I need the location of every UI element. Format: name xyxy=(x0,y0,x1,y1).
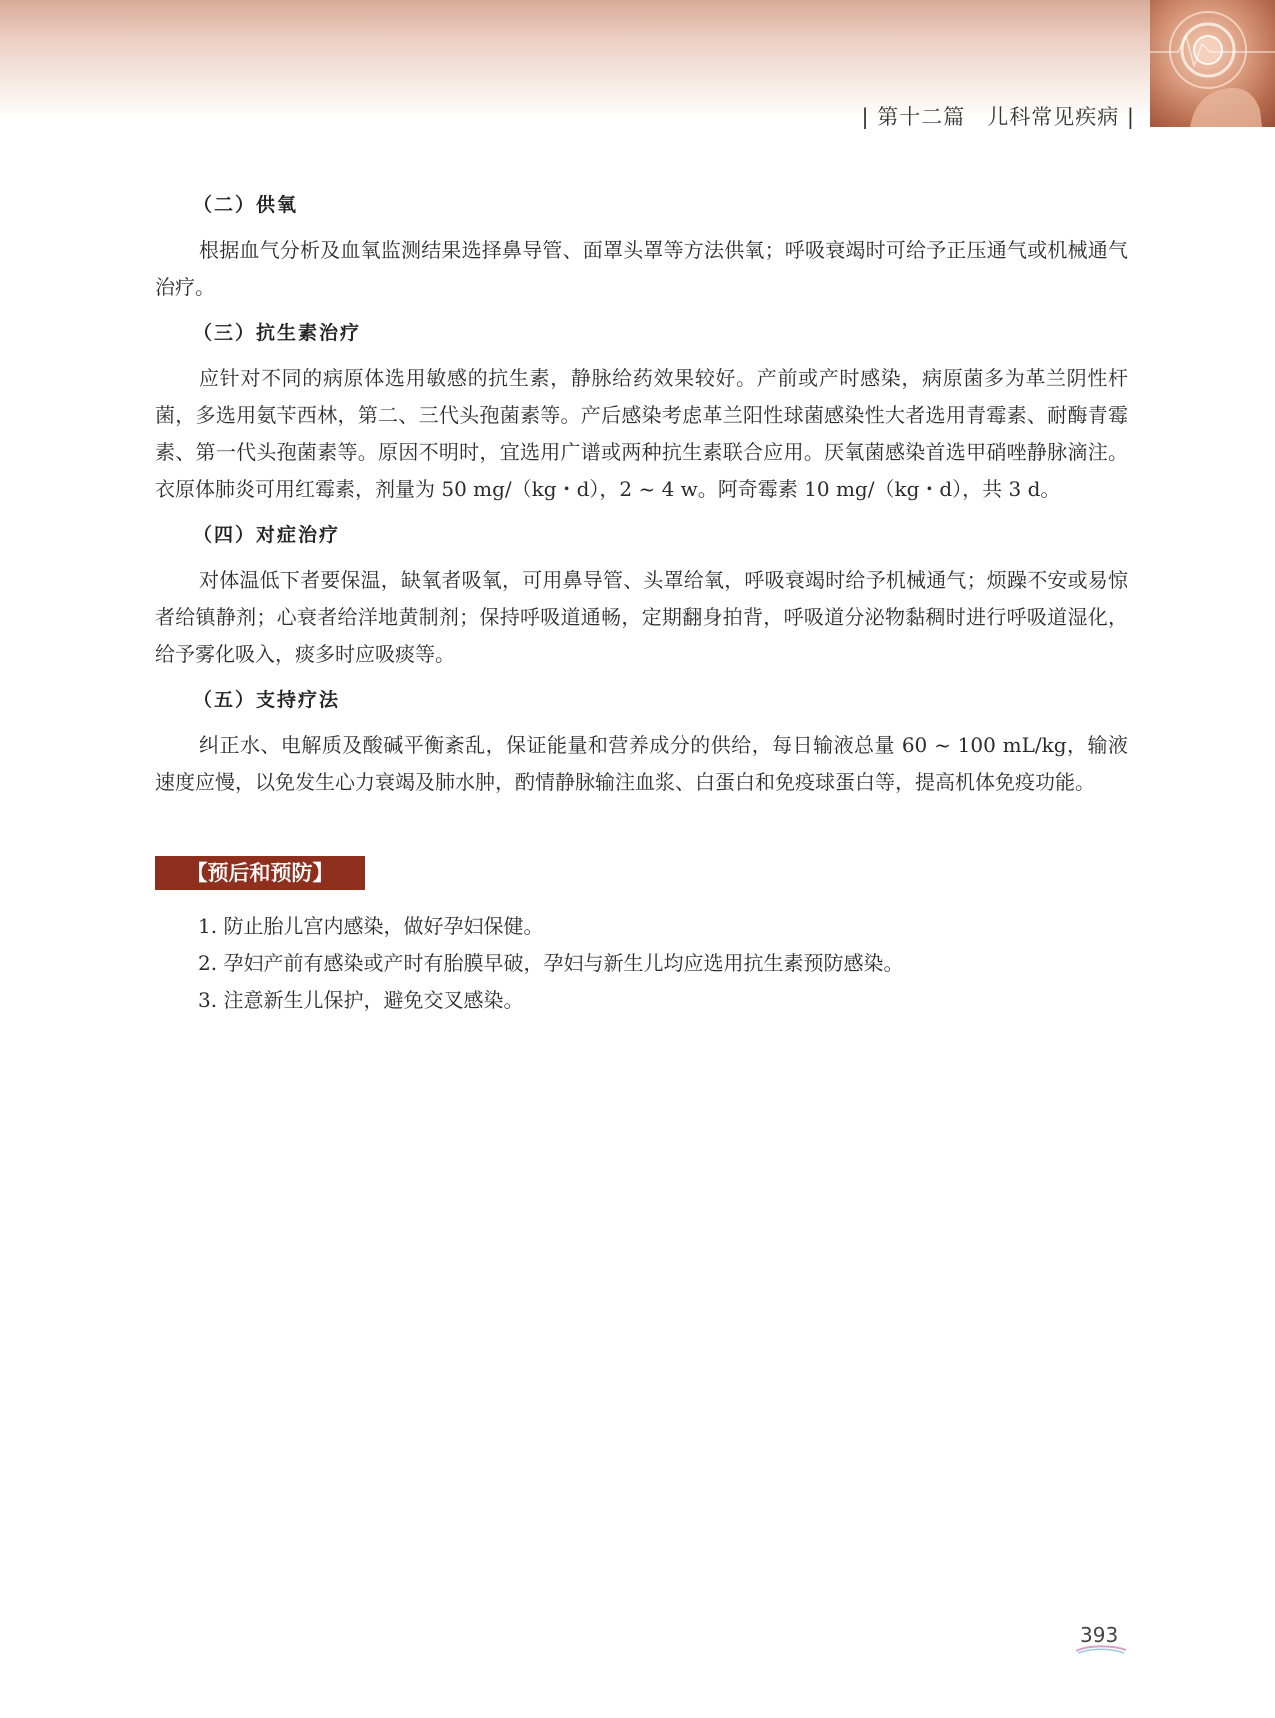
main-content xyxy=(155,190,1128,813)
section-paragraph: 对体温低下者要保温，缺氧者吸氧，可用鼻导管、头罩给氧，呼吸衰竭时给予机械通气；烦躁不安或易惊者给镇静剂；心衰者给洋地黄制剂；保持呼吸道通畅，定期翻身拍背，呼吸道分泌物黏稠时进行呼吸道湿化，给予雾化吸入，痰多时应吸痰等。 xyxy=(155,568,1128,666)
prognosis-list xyxy=(198,908,1128,1019)
stethoscope-icon xyxy=(1150,0,1275,127)
list-item: 3. 注意新生儿保护，避免交叉感染。 xyxy=(198,988,524,1012)
section-paragraph: 纠正水、电解质及酸碱平衡紊乱，保证能量和营养成分的供给，每日输液总量 60 ~ 100 mL/kg，输液速度应慢，以免发生心力衰竭及肺水肿，酌情静脉输注血浆、白蛋白和免疫球蛋白等，提高机体免疫功能。 xyxy=(155,733,1128,794)
section-heading-antibiotics: （三）抗生素治疗 xyxy=(193,322,362,344)
page-swoosh-icon xyxy=(1074,1645,1128,1655)
chapter-header: | 第十二篇 儿科常见疾病 | xyxy=(861,105,1135,129)
page-number-text: 393 xyxy=(1080,1623,1119,1647)
section-heading-symptomatic: （四）对症治疗 xyxy=(193,524,341,546)
section-paragraph: 根据血气分析及血氧监测结果选择鼻导管、面罩头罩等方法供氧；呼吸衰竭时可给予正压通气或机械通气治疗。 xyxy=(155,238,1128,299)
section-paragraph: 应针对不同的病原体选用敏感的抗生素，静脉给药效果较好。产前或产时感染，病原菌多为革兰阴性杆菌，多选用氨苄西林，第二、三代头孢菌素等。产后感染考虑革兰阳性球菌感染性大者选用青霉素、耐酶青霉素、第一代头孢菌素等。原因不明时，宜选用广谱或两种抗生素联合应用。厌氧菌感染首选甲硝唑静脉滴注。衣原体肺炎可用红霉素，剂量为 50 mg/（kg・d），2 ~ 4 w。阿奇霉素 10 mg/（kg・d），共 3 d。 xyxy=(155,366,1128,501)
page-number xyxy=(1080,1623,1118,1647)
list-item: 2. 孕妇产前有感染或产时有胎膜早破，孕妇与新生儿均应选用抗生素预防感染。 xyxy=(198,951,904,975)
section-heading-support: （五）支持疗法 xyxy=(193,689,341,711)
stethoscope-image xyxy=(1150,0,1275,127)
prognosis-banner: 【预后和预防】 xyxy=(155,856,365,890)
section-heading-oxygen: （二）供氧 xyxy=(193,194,299,216)
list-item: 1. 防止胎儿宫内感染，做好孕妇保健。 xyxy=(198,914,544,938)
